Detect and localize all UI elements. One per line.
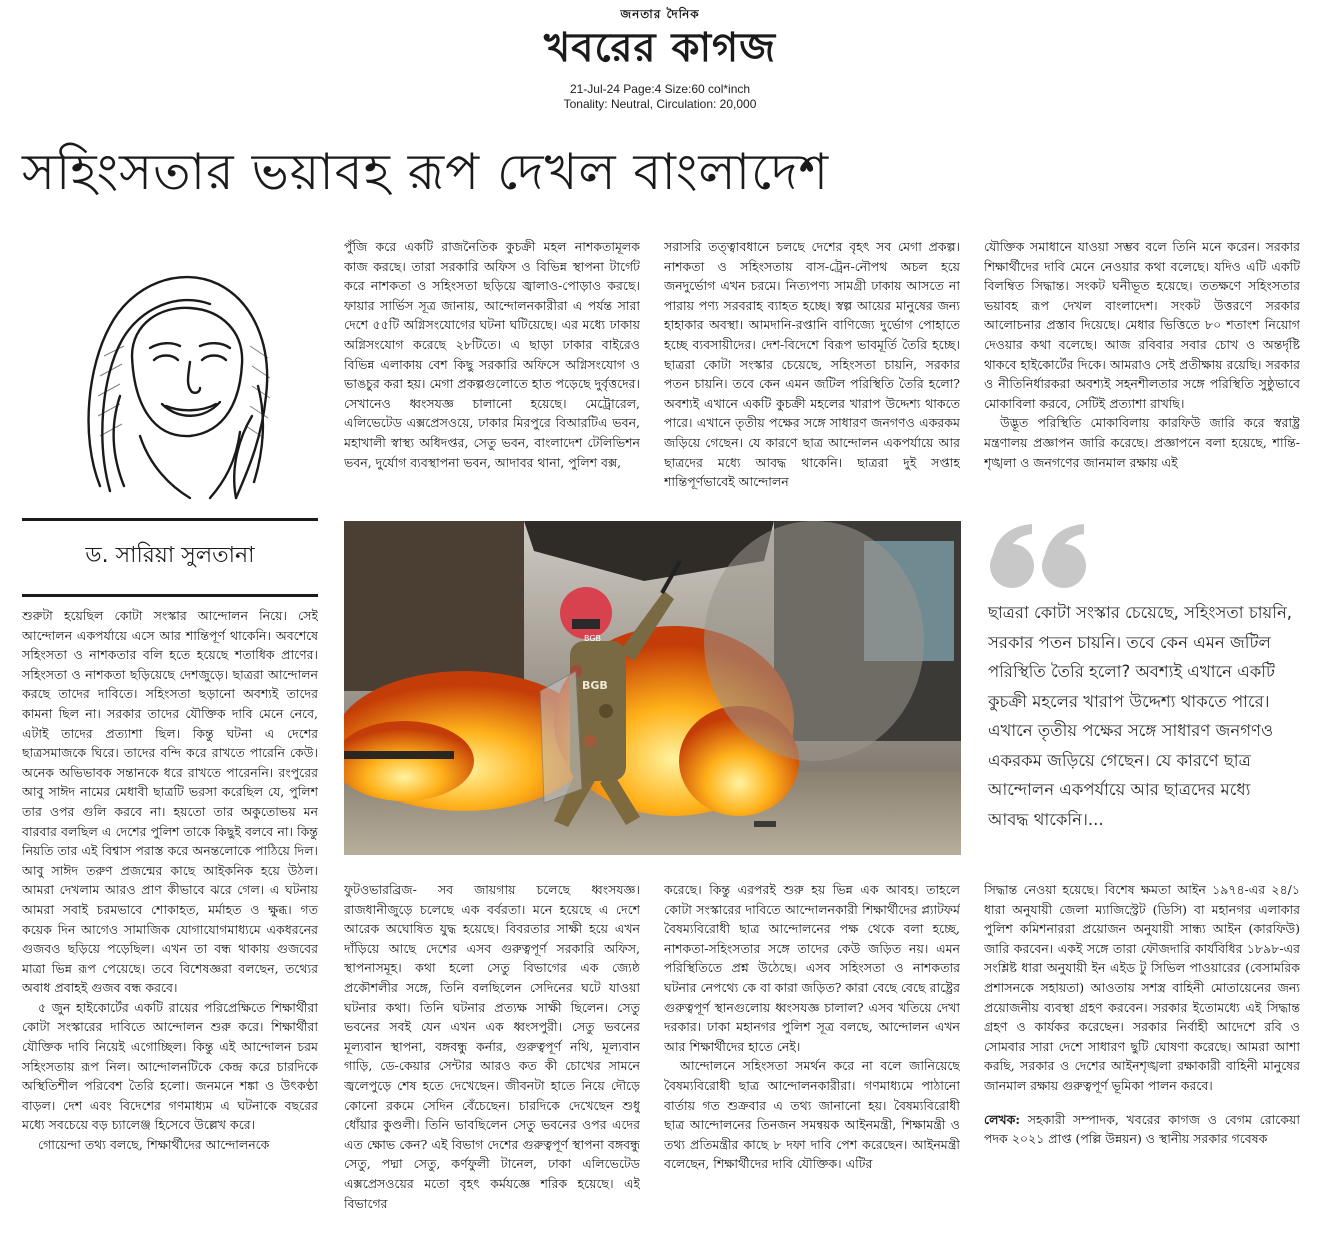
paragraph: সিদ্ধান্ত নেওয়া হয়েছে। বিশেষ ক্ষমতা আইন ১৯৭৪-এর ২৪/১ ধারা অনুযায়ী জেলা ম্যাজিস্ট্রেট (ডিসি) বা মহানগর এলাকার পুলিশ কমিশনাররা প্রয়োজন অনুযায়ী সান্ধ্য আইন (কারফিউ) জারি করবেন। একই সঙ্গে তারা ফৌজদারি কার্যবিধির ১৮৯৮-এর সংশ্লিষ্ট ধারা অনুযায়ী ইন এইড টু সিভিল পাওয়ারের (বেসামরিক প্রশাসনকে সহায়তা) আওতায় সশস্ত্র বাহিনী মোতায়েনের জন্য প্রয়োজনীয় ব্যবস্থা গ্রহণ করবেন। সরকার ইতোমধ্যে এই সিদ্ধান্ত গ্রহণ ও কার্যকর করেছেন। সরকার নির্বাহী আদেশে রবি ও সোমবার সারা দেশে সাধারণ ছুটি ঘোষণা করেছে। আমরা আশা করছি, সরকার ও দেশের আইনশৃঙ্খলা রক্ষাকারী বাহিনী মানুষের জানমাল রক্ষায় গুরুত্বপূর্ণ ভূমিকা পালন করবে। [984, 882, 1300, 1093]
paragraph: গোয়েন্দা তথ্য বলছে, শিক্ষার্থীদের আন্দোলনকে [38, 1137, 270, 1153]
paragraph: ৫ জুন হাইকোর্টের একটি রায়ের পরিপ্রেক্ষিতে শিক্ষার্থীরা কোটা সংস্কারের দাবিতে আন্দোলন শুরু করে। শিক্ষার্থীরা যৌক্তিক দাবি নিয়েই এগোচ্ছিল। কিন্তু এই আন্দোলন চরম সহিংসতায় রূপ নিল। আন্দোলনটিকে কেন্দ্র করে চারদিকে অস্থিতিশীল পরিবেশ তৈরি হলো। জনমনে শঙ্কা ও উৎকণ্ঠা বাড়ল। দেশ এবং বিদেশের গণমাধ্যম এ ঘটনাকে বছরের মধ্যে সবচেয়ে বড় চ্যালেঞ্জ হিসেবে উল্লেখ করে। [22, 999, 318, 1133]
article-column-4-top [984, 237, 1300, 513]
masthead [500, 6, 820, 70]
byline-text: সহকারী সম্পাদক, খবরের কাগজ ও বেগম রোকেয়া পদক ২০২১ প্রাপ্ত (পল্লি উন্নয়ন) ও স্থানীয় সরকার গবেষক [984, 1111, 1300, 1147]
article-column-4-bottom [984, 880, 1300, 1210]
article-column-2-bottom [344, 880, 640, 1210]
article-column-3-top [664, 237, 960, 513]
pull-quote-text: ছাত্ররা কোটা সংস্কার চেয়েছে, সহিংসতা চায়নি, সরকার পতন চায়নি। তবে কেন এমন জটিল পরিস্থিতি তৈরি হলো? অবশ্যই এখানে একটি কুচক্রী মহলের খারাপ উদ্দেশ্য থাকতে পারে। এখানে তৃতীয় পক্ষের সঙ্গে সাধারণ জনগণও একরকম জড়িয়ে গেছেন। যে কারণে ছাত্র আন্দোলন একপর্যায়ে আর ছাত্রদের মধ্যে আবদ্ধ থাকেনি।... [988, 603, 1293, 829]
uniform-label: BGB [582, 679, 608, 692]
clipping-meta-line1: 21-Jul-24 Page:4 Size:60 col*inch [569, 82, 751, 96]
article-column-2-top [344, 237, 640, 513]
clipping-meta [440, 82, 880, 112]
news-photo-fire-scene [344, 521, 961, 855]
article-column-1 [22, 606, 318, 1206]
author-byline [984, 1110, 1300, 1149]
newspaper-name: খবরের কাগজ [543, 25, 777, 71]
masthead-tagline: জনতার দৈনিক [620, 7, 700, 21]
author-rule-top [22, 518, 318, 521]
paragraph: সরাসরি তত্ত্বাবধানে চলছে দেশের বৃহৎ সব মেগা প্রকল্প। নাশকতা ও সহিংসতায় বাস-ট্রেন-নৌপথ অচল হয়ে জনদুর্ভোগ এখন চরমে। নিত্যপণ্য সামগ্রী ঢাকায় আসতে না পারায় পণ্য সরবরাহ ব্যাহত হচ্ছে। স্বল্প আয়ের মানুষের জন্য হাহাকার অবস্থা। আমদানি-রপ্তানি বাণিজ্যে দুর্ভোগ পোহাতে হচ্ছে ব্যবসায়ীদের। দেশ-বিদেশে বিরূপ ভাবমূর্তি তৈরি হচ্ছে। ছাত্ররা কোটা সংস্কার চেয়েছে, সহিংসতা চায়নি, সরকার পতন চায়নি। তবে কেন এমন জটিল পরিস্থিতি তৈরি হলো? অবশ্যই এখানে একটি কুচক্রী মহলের খারাপ উদ্দেশ্য থাকতে পারে। এখানে তৃতীয় পক্ষের সঙ্গে সাধারণ জনগণও একরকম জড়িয়ে গেছেন। যে কারণে ছাত্র আন্দোলন একপর্যায়ে আর ছাত্রদের মধ্যে আবদ্ধ থাকেনি। ছাত্ররা দুই সপ্তাহ শান্তিপূর্ণভাবেই আন্দোলন [664, 239, 960, 490]
paragraph: উদ্ভূত পরিস্থিতি মোকাবিলায় কারফিউ জারি করে স্বরাষ্ট্র মন্ত্রণালয় প্রজ্ঞাপন জারি করেছে। প্রজ্ঞাপনে বলা হয়েছে, শান্তি-শৃঙ্খলা ও জনগণের জানমাল রক্ষায় এই [984, 415, 1300, 470]
author-rule-bottom [22, 594, 318, 597]
author-box [22, 518, 318, 598]
portrait-illustration [40, 236, 310, 516]
article-column-3-bottom [664, 880, 960, 1210]
quote-mark-icon [984, 522, 1094, 592]
paragraph: আন্দোলনে সহিংসতা সমর্থন করে না বলে জানিয়েছে বৈষম্যবিরোধী ছাত্র আন্দোলনকারীরা। গণমাধ্যমে পাঠানো বার্তায় গত শুক্রবার এ তথ্য জানানো হয়। বৈষম্যবিরোধী ছাত্র আন্দোলনের তিনজন সমন্বয়ক আইনমন্ত্রী, শিক্ষামন্ত্রী ও তথ্য প্রতিমন্ত্রীর কাছে ৮ দফা দাবি পেশ করেছেন। আইনমন্ত্রী বলেছেন, শিক্ষার্থীদের দাবি যৌক্তিক। এটির [664, 1058, 960, 1172]
article-headline: সহিংসতার ভয়াবহ রূপ দেখল বাংলাদেশ [22, 143, 830, 201]
author-name: ড. সারিয়া সুলতানা [85, 543, 255, 568]
paragraph: যৌক্তিক সমাধানে যাওয়া সম্ভব বলে তিনি মনে করেন। সরকার শিক্ষার্থীদের দাবি মেনে নেওয়ার কথা বলেছে। যদিও এটি একটি বিলম্বিত সিদ্ধান্ত। সংকট ঘনীভূত হয়েছে। ততক্ষণে সহিংসতার ভয়াবহ রূপ দেখল বাংলাদেশ। সংকট উত্তরণে সরকার আলোচনার প্রস্তাব দিয়েছে। মেধার ভিত্তিতে ৮০ শতাংশ নিয়োগ দেওয়ার কথা বলেছে। আজ রবিবার সবার চোখ ও অন্তর্দৃষ্টি থাকবে হাইকোর্টের দিকে। আমরাও সেই প্রতীক্ষায় রয়েছি। সরকার ও নীতিনির্ধারকরা অবশ্যই সহনশীলতার সঙ্গে পরিস্থিতি সুষ্ঠুভাবে মোকাবিলা করবে, সেটিই প্রত্যাশা রাখছি। [984, 239, 1300, 411]
paragraph: পুঁজি করে একটি রাজনৈতিক কুচক্রী মহল নাশকতামূলক কাজ করছে। তারা সরকারি অফিস ও বিভিন্ন স্থাপনা টার্গেট করে নাশকতা ও সহিংসতা ছড়িয়ে জ্বালাও-পোড়াও করছে। ফায়ার সার্ভিস সূত্র জানায়, আন্দোলনকারীরা এ পর্যন্ত সারা দেশে ৫৫টি অগ্নিসংযোগের ঘটনা ঘটিয়েছে। এর মধ্যে ঢাকায় অগ্নিসংযোগ করেছে ২৮টিতে। এ ছাড়া ঢাকার বাইরেও বিভিন্ন এলাকায় বেশ কিছু সরকারি অফিসে অগ্নিসংযোগ ও ভাঙচুর করা হয়। মেগা প্রকল্পগুলোতে হাত পড়েছে দুর্বৃত্তদের। সেখানেও ধ্বংসযজ্ঞ চালানো হয়েছে। মেট্রোরেল, এলিভেটেড এক্সপ্রেসওয়ে, ঢাকার মিরপুরে বিআরটিএ ভবন, মহাখালী স্বাস্থ্য অধিদপ্তর, সেতু ভবন, বাংলাদেশ টেলিভিশন ভবন, দুর্যোগ ব্যবস্থাপনা ভবন, আদাবর থানা, পুলিশ বক্স, [344, 239, 640, 470]
helmet-label: BGB [584, 634, 602, 643]
paragraph: শুরুটা হয়েছিল কোটা সংস্কার আন্দোলন নিয়ে। সেই আন্দোলন একপর্যায়ে এসে আর শান্তিপূর্ণ থাকেনি। অবশেষে সহিংসতা ও নাশকতার বলি হতে হয়েছে শতাধিক প্রাণের। সহিংসতা ও নাশকতা ছড়িয়েছে দেশজুড়ে। ছাত্ররা আন্দোলন করছে তাদের দাবিতে। সহিংসতা ছড়ানো অবশ্যই তাদের কামনা ছিল না। সরকার তাদের যৌক্তিক দাবি মেনে নেবে, এটাই তাদের প্রত্যাশা ছিল। কিন্তু ঘটনা এ দেশের ছাত্রসমাজকে ঘিরে। তাদের বন্দি করে রাখতে পারেনি কেউ। অনেক অভিভাবক সন্তানকে ধরে রাখতে পারেননি। রংপুরের আবু সাঈদ নামের মেধাবী ছাত্রটি ভরসা করেছিল যে, পুলিশ তার ওপর গুলি করবে না। হয়তো তার অকুতোভয় মন বারবার বলছিল এ দেশের পুলিশ তাকে কিছুই বলবে না। কিন্তু নিয়তি তার এই বিশ্বাস পরাস্ত করে অনন্তলোকে পাঠিয়ে দিল। আবু সাঈদ তরুণ প্রজন্মের কাছে আইকনিক হয়ে উঠল। আমরা দেখলাম আরও প্রাণ কীভাবে ঝরে গেল। এ ঘটনায় আমরা সবাই চরমভাবে শোকাহত, মর্মাহত ও ক্ষুব্ধ। গত কয়েক দিন আগেও সামাজিক যোগাযোগমাধ্যমে একধরনের গুজবও ছড়িয়ে পড়েছিল। এখন তা বন্ধ থাকায় গুজবের মাত্রা ভিন্ন রূপ পেয়েছে। তবে বিশেষজ্ঞরা বলছেন, তথ্যের অবাধ প্রবাহই গুজব বন্ধ করবে। [22, 608, 318, 996]
paragraph: ফুটওভারব্রিজ- সব জায়গায় চলেছে ধ্বংসযজ্ঞ। রাজধানীজুড়ে চলেছে এক বর্বরতা। মনে হয়েছে এ দেশে আরেক অঘোষিত যুদ্ধ হয়েছে। বিবরতার সাক্ষী হয়ে এখন দাঁড়িয়ে আছে দেশের এসব গুরুত্বপূর্ণ সরকারি অফিস, স্থাপনাসমূহ। কথা হলো সেতু বিভাগের এক জ্যেষ্ঠ প্রকৌশলীর সঙ্গে, তিনি বলছিলেন সেদিনের ঘটে যাওয়া ঘটনার কথা। তিনি ঘটনার প্রত্যক্ষ সাক্ষী ছিলেন। সেতু ভবনের সবই যেন এখন এক ধ্বংসপুরী। সেতু ভবনের মূল্যবান স্থাপনা, বঙ্গবন্ধু কর্নার, গুরুত্বপূর্ণ নথি, মূল্যবান গাড়ি, ডে-কেয়ার সেন্টার আরও কত কী চোখের সামনে জ্বলেপুড়ে শেষ হতে দেখেছেন। জীবনটা হাতে নিয়ে দৌড়ে কোনো রকমে সেদিন বেঁচেছেন। চারদিকে দেখেছেন শুধু ধোঁয়ার কুণ্ডলী। তিনি ভাবছিলেন সেতু ভবনের ওপর এদের এত ক্ষোভ কেন? এই বিভাগ দেশের গুরুত্বপূর্ণ স্থাপনা বঙ্গবন্ধু সেতু, পদ্মা সেতু, কর্ণফুলী টানেল, ঢাকা এলিভেটেড এক্সপ্রেসওয়ের মতো বৃহৎ কর্মযজ্ঞে শরিক হয়েছে। এই বিভাগের [344, 882, 640, 1210]
paragraph: করেছে। কিন্তু এরপরই শুরু হয় ভিন্ন এক আবহ। তাহলে কোটা সংস্কারের দাবিতে আন্দোলনকারী শিক্ষার্থীদের প্ল্যাটফর্ম বৈষম্যবিরোধী ছাত্র আন্দোলনের পক্ষ থেকে বলা হচ্ছে, নাশকতা-সহিংসতার সঙ্গে তাদের কেউ জড়িত নয়। এমন পরিস্থিতিতে প্রশ্ন উঠেছে। এসব সহিংসতা ও নাশকতার ঘটনার নেপথ্যে কে বা কারা জড়িত? কারা বেছে বেছে রাষ্ট্রের গুরুত্বপূর্ণ স্থানগুলোয় ধ্বংসযজ্ঞ চালাল? এসব খতিয়ে দেখা দরকার। ঢাকা মহানগর পুলিশ সূত্র বলছে, আন্দোলন এখন আর শিক্ষার্থীদের হাতে নেই। [664, 882, 960, 1054]
byline-label: লেখক: [984, 1111, 1020, 1127]
clipping-meta-line2: Tonality: Neutral, Circulation: 20,000 [563, 97, 757, 111]
author-portrait-sketch [40, 236, 310, 516]
pull-quote [984, 522, 1300, 862]
photo-illustration [344, 521, 961, 855]
